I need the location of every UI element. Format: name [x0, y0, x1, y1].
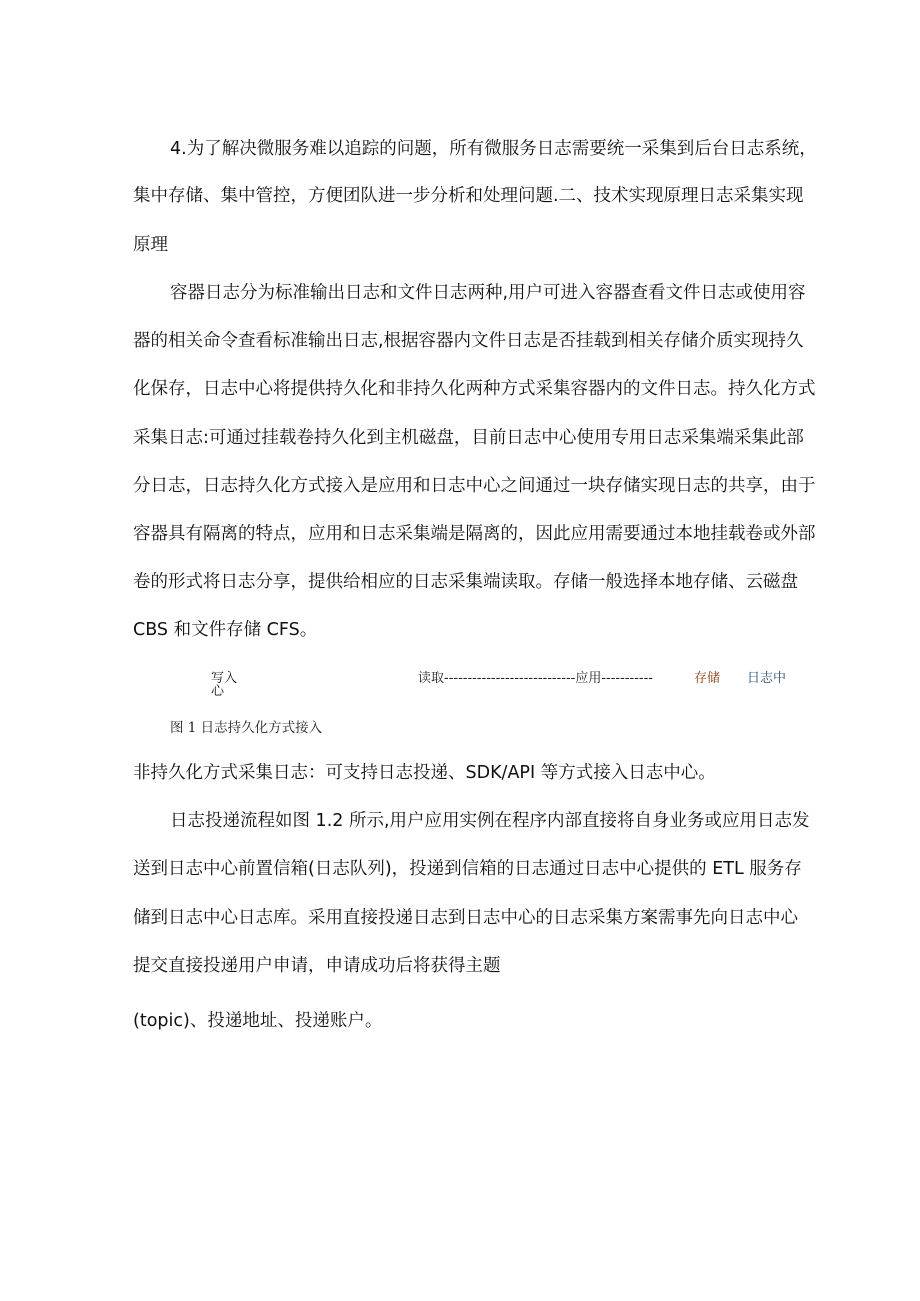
paragraph-2-line-7: 卷的形式将日志分享，提供给相应的日志采集端读取。存储一般选择本地存储、云磁盘 — [133, 572, 798, 592]
figure-log-center-label: 日志中 — [747, 671, 787, 686]
paragraph-2-line-3: 化保存，日志中心将提供持久化和非持久化两种方式采集容器内的文件日志。持久化方式 — [133, 379, 816, 399]
paragraph-1-line-3: 原理 — [133, 235, 168, 255]
paragraph-4-line-2: 送到日志中心前置信箱(日志队列)，投递到信箱的日志通过日志中心提供的 ETL 服务存 — [133, 859, 802, 879]
paragraph-1-line-2: 集中存储、集中管控，方便团队进一步分析和处理问题.二、技术实现原理日志采集实现 — [133, 186, 804, 206]
paragraph-4-line-5: (topic)、投递地址、投递账户。 — [133, 1011, 383, 1031]
paragraph-3-line-1: 非持久化方式采集日志：可支持日志投递、SDK/API 等方式接入日志中心。 — [133, 763, 716, 783]
figure-caption: 图 1 日志持久化方式接入 — [170, 720, 323, 736]
figure-storage-label: 存储 — [694, 671, 721, 686]
paragraph-2-line-4: 采集日志:可通过挂载卷持久化到主机磁盘，目前日志中心使用专用日志采集端采集此部 — [133, 428, 804, 448]
paragraph-2-line-6: 容器具有隔离的特点，应用和日志采集端是隔离的，因此应用需要通过本地挂载卷或外部 — [133, 524, 816, 544]
paragraph-2-line-8: CBS 和文件存储 CFS。 — [133, 620, 318, 640]
paragraph-4-line-3: 储到日志中心日志库。采用直接投递日志到日志中心的日志采集方案需事先向日志中心 — [133, 908, 798, 928]
figure-heart-label: 心 — [211, 684, 225, 699]
paragraph-4-line-1: 日志投递流程如图 1.2 所示,用户应用实例在程序内部直接将自身业务或应用日志发 — [170, 811, 810, 831]
paragraph-2-line-2: 器的相关命令查看标准输出日志,根据容器内文件日志是否挂载到相关存储介质实现持久 — [133, 331, 804, 351]
paragraph-1-line-1: 4.为了解决微服务难以追踪的问题，所有微服务日志需要统一采集到后台日志系统， — [170, 139, 817, 159]
paragraph-2-line-5: 分日志，日志持久化方式接入是应用和日志中心之间通过一块存储实现日志的共享，由于 — [133, 476, 816, 496]
figure-flow-line: 读取----------------------------应用----------- — [418, 671, 653, 686]
figure-write-label: 写入 — [211, 671, 238, 686]
paragraph-4-line-4: 提交直接投递用户申请，申请成功后将获得主题 — [133, 956, 501, 976]
paragraph-2-line-1: 容器日志分为标准输出日志和文件日志两种,用户可进入容器查看文件日志或使用容 — [170, 283, 806, 303]
